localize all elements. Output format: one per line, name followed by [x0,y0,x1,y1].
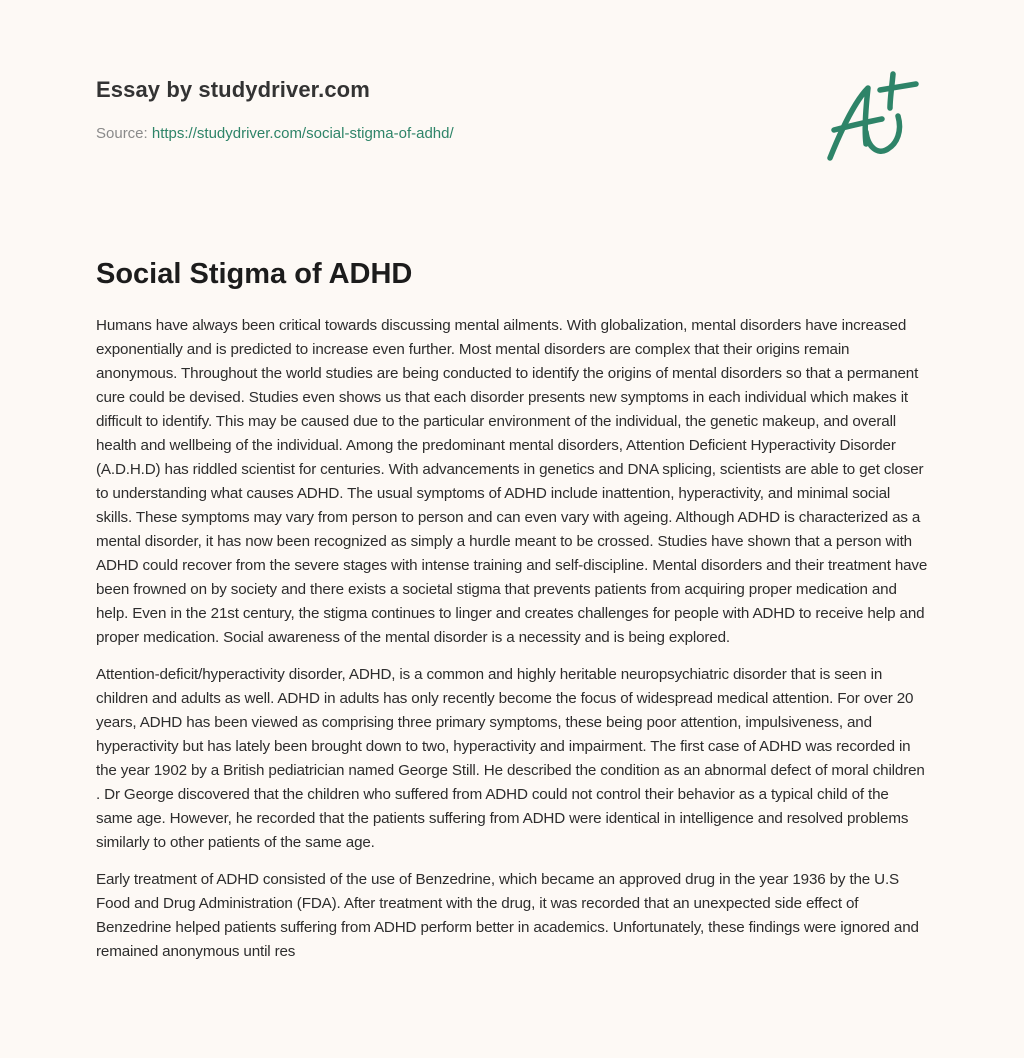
article-body [96,314,928,977]
a-plus-grade-icon [822,66,928,166]
article-title: Social Stigma of ADHD [96,258,413,290]
paragraph: Early treatment of ADHD consisted of the use of Benzedrine, which became an approved drug in the year 1936 by the U.S Food and Drug Administration (FDA). After treatment with the drug, it was recorded that an unexpected side effect of Benzedrine helped patients suffering from ADHD perform better in academics. Unfortunately, these findings were ignored and remained anonymous until res [96,871,919,960]
site-title: Essay by studydriver.com [96,77,370,102]
source-line [96,124,796,144]
paragraph: Humans have always been critical towards discussing mental ailments. With globalization, mental disorders have increased exponentially and is predicted to increase even further. Most mental disorders are complex that their origins remain anonymous. Throughout the world studies are being conducted to identify the origins of mental disorders so that a permanent cure could be devised. Studies even shows us that each disorder presents new symptoms in each individual which makes it difficult to identify. This may be caused due to the particular environment of the individual, the genetic makeup, and overall health and wellbeing of the individual. Among the predominant mental disorders, Attention Deficient Hyperactivity Disorder (A.D.H.D) has riddled scientist for centuries. With advancements in genetics and DNA splicing, scientists are able to get closer to understanding what causes ADHD. The usual symptoms of ADHD include inattention, hyperactivity, and minimal social skills. These symptoms may vary from person to person and can even vary with ageing. Although ADHD is characterized as a mental disorder, it has now been recognized as simply a hurdle meant to be crossed. Studies have shown that a person with ADHD could recover from the severe stages with intense training and self-discipline. Mental disorders and their treatment have been frowned on by society and there exists a societal stigma that prevents patients from acquiring proper medication and help. Even in the 21st century, the stigma continues to linger and creates challenges for people with ADHD to receive help and proper medication. Social awareness of the mental disorder is a necessity and is being explored. [96,317,928,646]
source-link[interactable]: https://studydriver.com/social-stigma-of-adhd/ [151,125,454,142]
paragraph: Attention-deficit/hyperactivity disorder, ADHD, is a common and highly heritable neuropsychiatric disorder that is seen in children and adults as well. ADHD in adults has only recently become the focus of widespread medical attention. For over 20 years, ADHD has been viewed as comprising three primary symptoms, these being poor attention, impulsiveness, and hyperactivity but has lately been brought down to two, hyperactivity and impairment. The first case of ADHD was recorded in the year 1902 by a British pediatrician named George Still. He described the condition as an abnormal defect of moral children . Dr George discovered that the children who suffered from ADHD could not control their behavior as a typical child of the same age. However, he recorded that the patients suffering from ADHD were identical in intelligence and resolved problems similarly to other patients of the same age. [96,666,925,851]
page-header [96,74,796,144]
source-label: Source: [96,125,148,142]
